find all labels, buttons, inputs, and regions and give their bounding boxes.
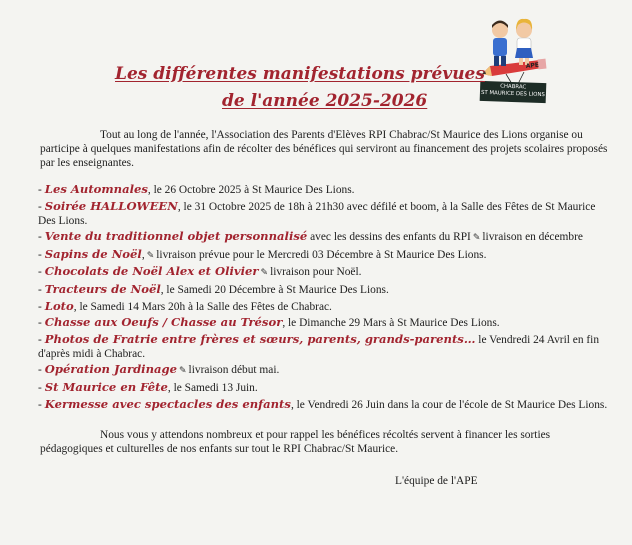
event-details: , le Vendredi 26 Juin dans la cour de l'école de St Maurice Des Lions. (290, 398, 608, 411)
delivery-details: livraison pour Noël. (270, 266, 362, 279)
title-line-1: Les différentes manifestations prévues (115, 64, 485, 84)
event-item (38, 199, 612, 228)
event-name: Loto (44, 298, 74, 313)
event-details: , le Samedi 14 Mars 20h à la Salle des Fêtes de Chabrac. (73, 300, 332, 313)
event-item (38, 380, 612, 395)
delivery-details: livraison prévue pour le Mercredi 03 Décembre à St Maurice Des Lions. (156, 248, 487, 261)
event-details: , le Dimanche 29 Mars à St Maurice Des Lions. (282, 317, 500, 330)
event-item (38, 315, 612, 330)
svg-text:APE: APE (525, 61, 540, 70)
event-item (38, 182, 612, 197)
delivery-arrow-icon: ✎ (146, 250, 155, 261)
intro-paragraph: Tout au long de l'année, l'Association des Parents d'Elèves RPI Chabrac/St Maurice des Lions organise ou participe à quelques manifestations afin de récolter des bénéfices qui serviront au financement des projets scolaires proposés par les enseignantes. (40, 129, 608, 169)
event-item (38, 397, 612, 412)
title-line-2: de l'année 2025-2026 (222, 91, 428, 111)
logo-line-2: ST MAURICE DES LIONS (480, 89, 545, 99)
event-item (38, 229, 612, 245)
bullet-dash: - (38, 300, 42, 313)
event-item (38, 247, 612, 263)
bullet-dash: - (38, 231, 42, 244)
bullet-dash: - (38, 248, 42, 261)
bullet-dash: - (38, 364, 42, 377)
event-name: Sapins de Noël (44, 246, 142, 261)
bullet-dash: - (38, 283, 42, 296)
logo-sign (480, 81, 547, 103)
event-name: Opération Jardinage (44, 362, 177, 377)
event-details: le Vendredi 24 Avril en fin d'après midi à Chabrac. (38, 333, 600, 360)
delivery-arrow-icon: ✎ (260, 268, 269, 279)
event-item (38, 282, 612, 297)
events-list (38, 182, 612, 412)
closing-paragraph: Nous vous y attendons nombreux et pour rappel les bénéfices récoltés servent à financer les sorties pédagogiques et culturelles de nos enfants sur tout le RPI Chabrac/St Maurice. (40, 428, 551, 455)
ape-logo (476, 16, 552, 108)
delivery-arrow-icon: ✎ (179, 366, 187, 377)
bullet-dash: - (38, 200, 42, 213)
event-name: Chocolats de Noël Alex et Olivier (44, 264, 259, 279)
event-item (38, 332, 612, 361)
event-details: , (141, 248, 145, 261)
delivery-arrow-icon: ✎ (472, 233, 481, 244)
children-pencil-illustration (476, 16, 552, 86)
event-name: Kermesse avec spectacles des enfants (44, 396, 291, 411)
event-details: , le Samedi 13 Juin. (167, 381, 258, 394)
event-name: St Maurice en Fête (44, 379, 168, 394)
event-details: , le 26 Octobre 2025 à St Maurice Des Lions. (147, 184, 355, 196)
delivery-details: livraison début mai. (188, 364, 280, 377)
event-item (38, 299, 612, 314)
bullet-dash: - (38, 317, 42, 330)
logo-line-1: CHABRAC (500, 83, 527, 91)
event-details: avec les dessins des enfants du RPI (307, 231, 471, 244)
event-name: Soirée HALLOWEEN (44, 198, 178, 213)
signature: L'équipe de l'APE (395, 474, 478, 487)
bullet-dash: - (38, 333, 42, 346)
event-details: , le Samedi 20 Décembre à St Maurice Des Lions. (160, 283, 389, 296)
bullet-dash: - (38, 398, 42, 411)
event-name: Photos de Fratrie entre frères et sœurs, parents, grands-parents… (44, 331, 476, 346)
event-name: Les Automnales (44, 182, 148, 196)
bullet-dash: - (38, 381, 42, 394)
flyer-content (40, 128, 612, 488)
event-details: , le 31 Octobre 2025 de 18h à 21h30 avec défilé et boom, à la Salle des Fêtes de St Maurice Des Lions. (38, 200, 596, 227)
event-name: Vente du traditionnel objet personnalisé (44, 229, 308, 244)
event-name: Tracteurs de Noël (44, 281, 161, 296)
bullet-dash: - (38, 266, 42, 279)
event-name: Chasse aux Oeufs / Chasse au Trésor (44, 315, 283, 330)
delivery-details: livraison en décembre (482, 231, 583, 244)
event-item (38, 362, 612, 378)
bullet-dash: - (38, 184, 42, 196)
event-item (38, 264, 612, 280)
